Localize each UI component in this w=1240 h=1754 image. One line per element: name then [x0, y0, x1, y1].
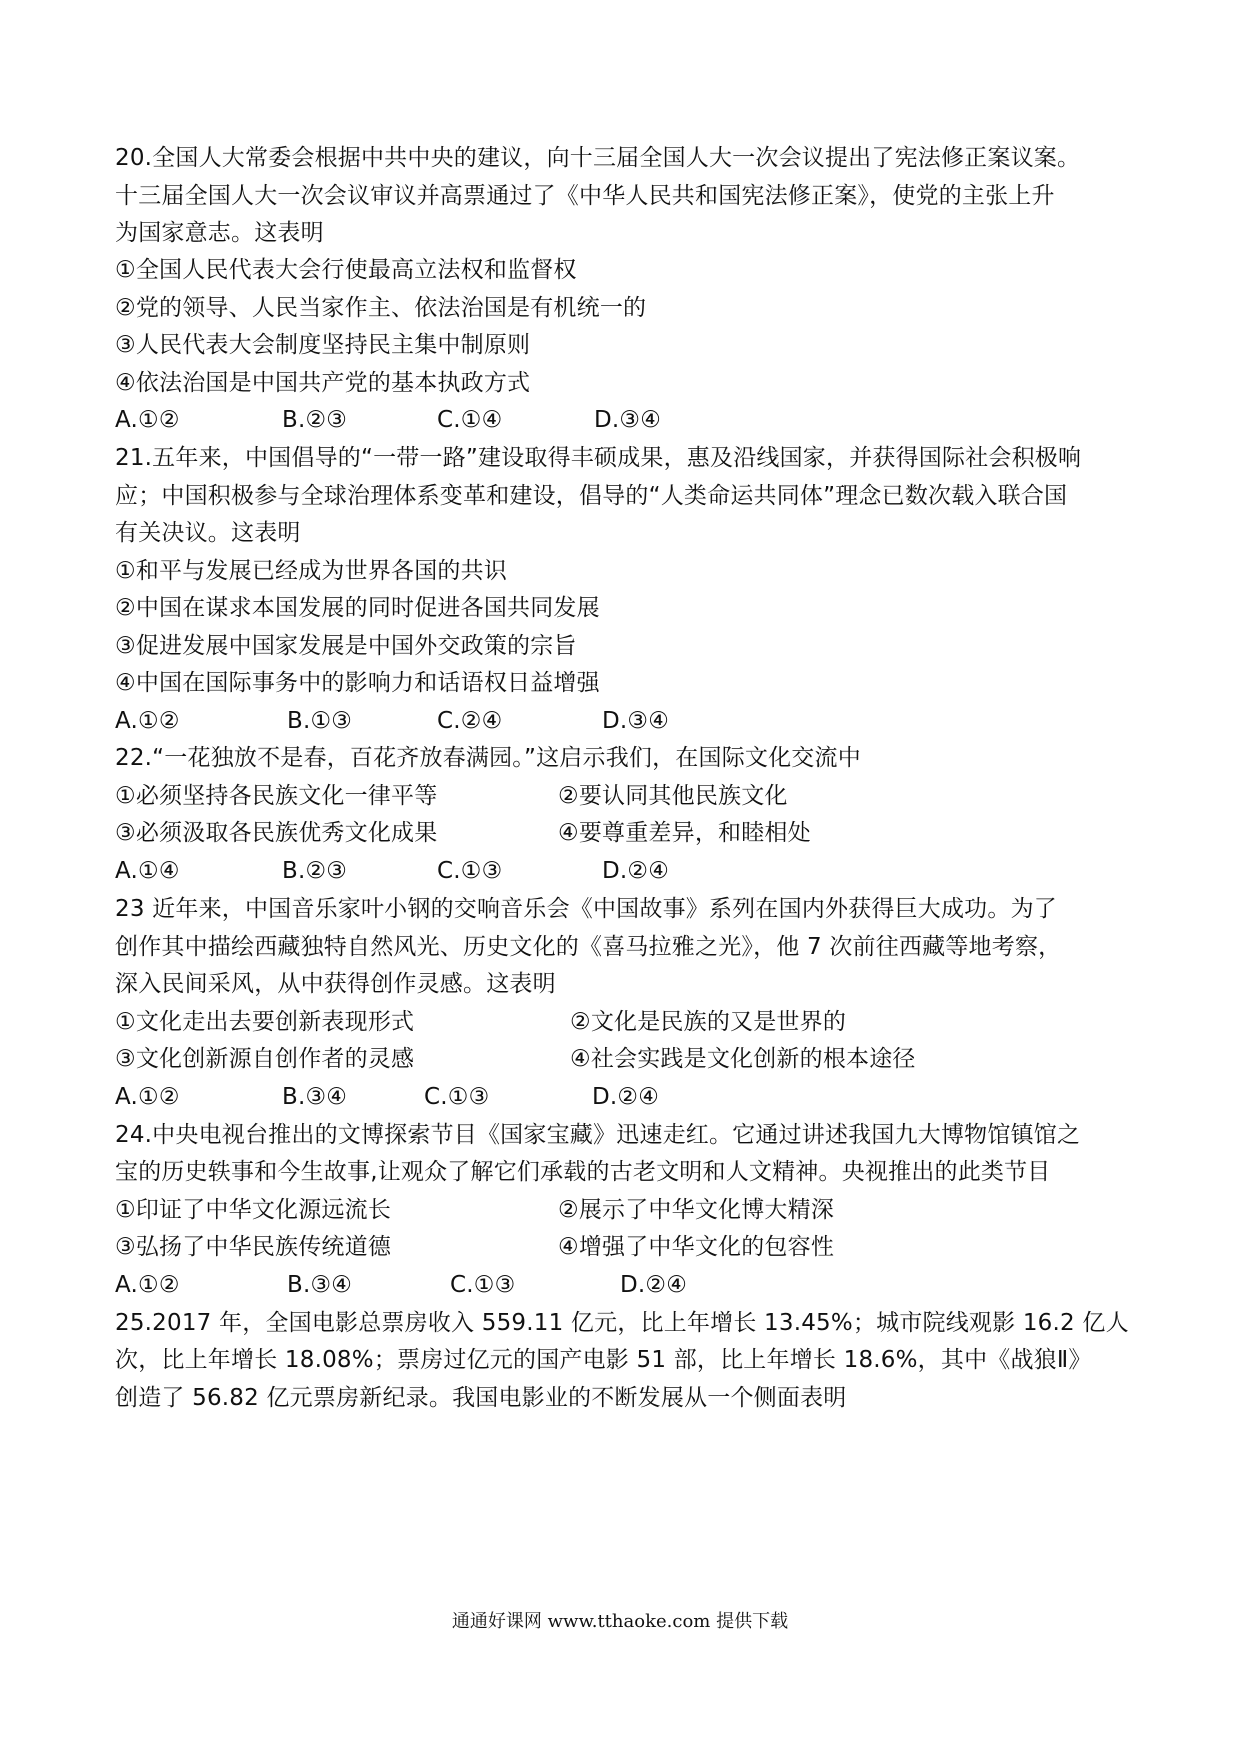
q22-item-2: ②要认同其他民族文化 — [558, 783, 788, 809]
q25-stem-line-2: 次，比上年增长 18.08%；票房过亿元的国产电影 51 部，比上年增长 18.6%，其中《战狼Ⅱ》 — [115, 1347, 1092, 1373]
q20-choice-d: D.③④ — [594, 407, 662, 433]
q20-stem-line-2: 十三届全国人大一次会议审议并高票通过了《中华人民共和国宪法修正案》，使党的主张上升 — [115, 183, 1055, 209]
q23-item-3: ③文化创新源自创作者的灵感 — [115, 1046, 415, 1072]
q24-choice-b: B.③④ — [287, 1272, 353, 1298]
q21-choice-d: D.③④ — [602, 708, 670, 734]
q20-choice-a: A.①② — [115, 407, 180, 433]
q21-item-1: ①和平与发展已经成为世界各国的共识 — [115, 558, 508, 584]
q21-item-4: ④中国在国际事务中的影响力和话语权日益增强 — [115, 670, 600, 696]
q22-item-3: ③必须汲取各民族优秀文化成果 — [115, 820, 438, 846]
q22-choice-b: B.②③ — [282, 858, 348, 884]
q22-item-1: ①必须坚持各民族文化一律平等 — [115, 783, 438, 809]
q23-stem-line-3: 深入民间采风，从中获得创作灵感。这表明 — [115, 971, 556, 997]
q21-item-2: ②中国在谋求本国发展的同时促进各国共同发展 — [115, 595, 600, 621]
q24-item-4: ④增强了中华文化的包容性 — [558, 1234, 835, 1260]
q22-item-4: ④要尊重差异，和睦相处 — [558, 820, 811, 846]
q22-stem-line-1: 22.“一花独放不是春，百花齐放春满园。”这启示我们，在国际文化交流中 — [115, 745, 861, 771]
q24-choice-a: A.①② — [115, 1272, 180, 1298]
q21-choice-a: A.①② — [115, 708, 180, 734]
q24-item-2: ②展示了中华文化博大精深 — [558, 1197, 835, 1223]
q21-item-3: ③促进发展中国家发展是中国外交政策的宗旨 — [115, 633, 577, 659]
q23-item-4: ④社会实践是文化创新的根本途径 — [570, 1046, 916, 1072]
q21-choice-b: B.①③ — [287, 708, 353, 734]
q20-item-2: ②党的领导、人民当家作主、依法治国是有机统一的 — [115, 295, 647, 321]
q23-stem-line-1: 23 近年来，中国音乐家叶小钢的交响音乐会《中国故事》系列在国内外获得巨大成功。为了 — [115, 896, 1057, 922]
q20-item-3: ③人民代表大会制度坚持民主集中制原则 — [115, 332, 531, 358]
q24-item-3: ③弘扬了中华民族传统道德 — [115, 1234, 392, 1260]
q20-choice-b: B.②③ — [282, 407, 348, 433]
q22-choice-c: C.①③ — [437, 858, 503, 884]
q25-stem-line-1: 25.2017 年，全国电影总票房收入 559.11 亿元，比上年增长 13.45%；城市院线观影 16.2 亿人 — [115, 1310, 1129, 1336]
q23-choice-b: B.③④ — [282, 1084, 348, 1110]
q20-item-1: ①全国人民代表大会行使最高立法权和监督权 — [115, 257, 577, 283]
q22-choice-d: D.②④ — [602, 858, 670, 884]
q20-choice-c: C.①④ — [437, 407, 503, 433]
q25-stem-line-3: 创造了 56.82 亿元票房新纪录。我国电影业的不断发展从一个侧面表明 — [115, 1385, 847, 1411]
q23-item-1: ①文化走出去要创新表现形式 — [115, 1009, 415, 1035]
q24-choice-d: D.②④ — [620, 1272, 688, 1298]
q21-stem-line-2: 应；中国积极参与全球治理体系变革和建设，倡导的“人类命运共同体”理念已数次载入联合国 — [115, 483, 1068, 509]
q23-choice-c: C.①③ — [424, 1084, 490, 1110]
q20-stem-line-1: 20.全国人大常委会根据中共中央的建议，向十三届全国人大一次会议提出了宪法修正案议案。 — [115, 145, 1081, 171]
q22-choice-a: A.①④ — [115, 858, 180, 884]
q23-choice-d: D.②④ — [592, 1084, 660, 1110]
page-footer: 通通好课网 www.tthaoke.com 提供下载 — [451, 1611, 789, 1632]
q24-stem-line-1: 24.中央电视台推出的文博探索节目《国家宝藏》迅速走红。它通过讲述我国九大博物馆镇馆之 — [115, 1122, 1081, 1148]
q23-stem-line-2: 创作其中描绘西藏独特自然风光、历史文化的《喜马拉雅之光》，他 7 次前往西藏等地考察， — [115, 934, 1062, 960]
q24-item-1: ①印证了中华文化源远流长 — [115, 1197, 392, 1223]
q21-choice-c: C.②④ — [437, 708, 503, 734]
q20-item-4: ④依法治国是中国共产党的基本执政方式 — [115, 370, 531, 396]
q24-choice-c: C.①③ — [450, 1272, 516, 1298]
q21-stem-line-3: 有关决议。这表明 — [115, 520, 301, 546]
q23-item-2: ②文化是民族的又是世界的 — [570, 1009, 847, 1035]
q20-stem-line-3: 为国家意志。这表明 — [115, 220, 324, 246]
q23-choice-a: A.①② — [115, 1084, 180, 1110]
q21-stem-line-1: 21.五年来，中国倡导的“一带一路”建设取得丰硕成果，惠及沿线国家，并获得国际社会积极响 — [115, 445, 1082, 471]
q24-stem-line-2: 宝的历史轶事和今生故事,让观众了解它们承载的古老文明和人文精神。央视推出的此类节目 — [115, 1159, 1051, 1185]
